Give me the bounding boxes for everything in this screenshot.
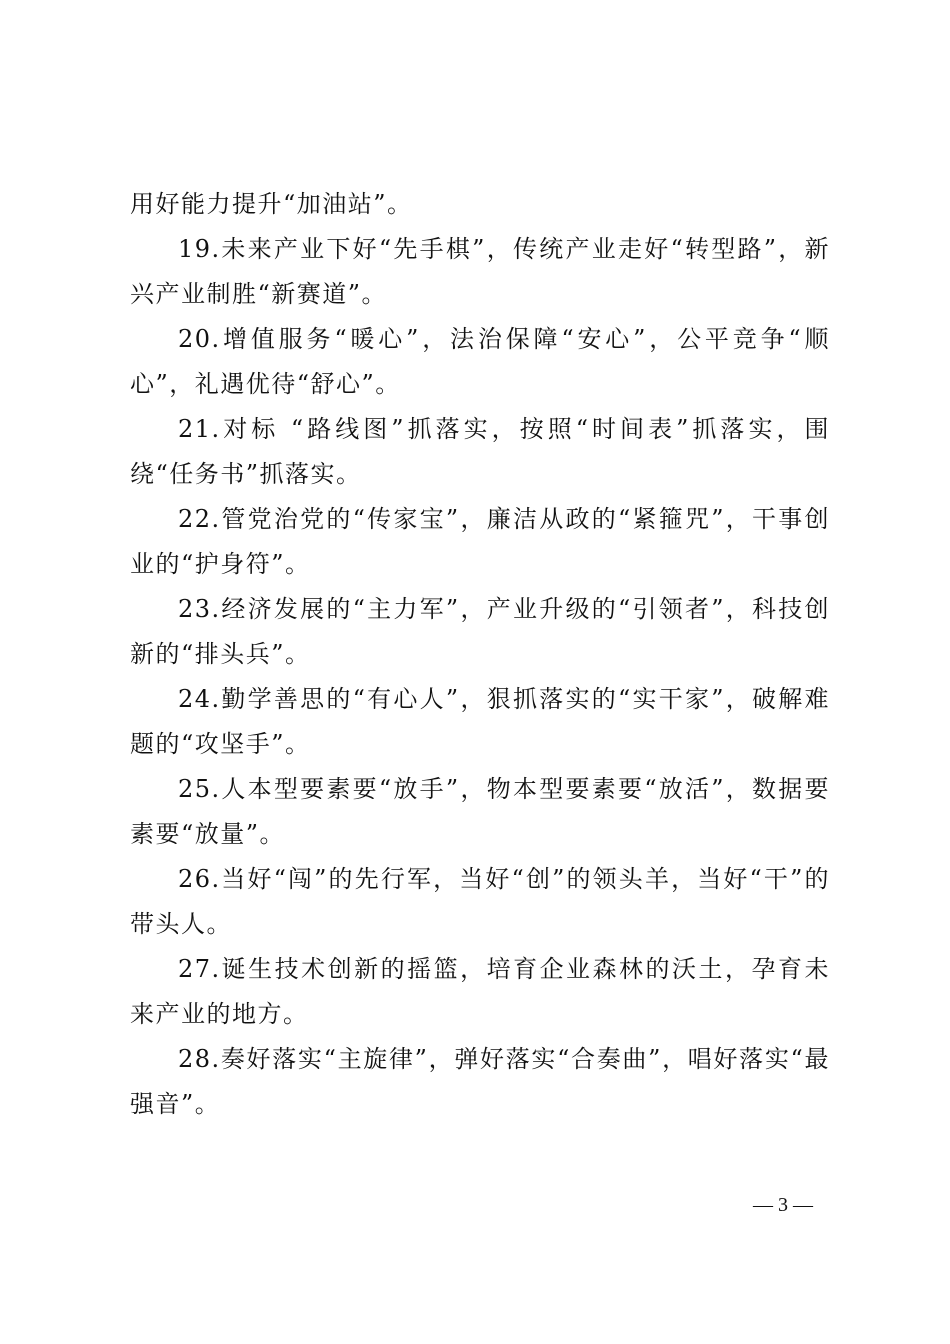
paragraph-item-26: 26.当好“闯”的先行军，当好“创”的领头羊，当好“干”的带头人。 — [130, 865, 830, 938]
paragraph-item-19: 19.未来产业下好“先手棋”，传统产业走好“转型路”，新兴产业制胜“新赛道”。 — [130, 235, 830, 308]
paragraph-item-23: 23.经济发展的“主力军”，产业升级的“引领者”，科技创新的“排头兵”。 — [130, 595, 830, 668]
paragraph-item-25: 25.人本型要素要“放手”，物本型要素要“放活”，数据要素要“放量”。 — [130, 775, 830, 848]
paragraph-item-22: 22.管党治党的“传家宝”，廉洁从政的“紧箍咒”，干事创业的“护身符”。 — [130, 505, 830, 578]
paragraph-item-28: 28.奏好落实“主旋律”，弹好落实“合奏曲”，唱好落实“最强音”。 — [130, 1045, 830, 1118]
paragraph-item-24: 24.勤学善思的“有心人”，狠抓落实的“实干家”，破解难题的“攻坚手”。 — [130, 685, 830, 758]
paragraph-continuation: 用好能力提升“加油站”。 — [130, 190, 413, 218]
paragraph-item-20: 20.增值服务“暖心”，法治保障“安心”，公平竞争“顺心”，礼遇优待“舒心”。 — [130, 325, 830, 398]
document-body — [130, 182, 830, 1127]
paragraph-item-21: 21.对标 “路线图”抓落实，按照“时间表”抓落实，围绕“任务书”抓落实。 — [130, 415, 830, 488]
paragraph-item-27: 27.诞生技术创新的摇篮，培育企业森林的沃土，孕育未来产业的地方。 — [130, 955, 830, 1028]
page-number: — 3 — — [753, 1194, 813, 1216]
